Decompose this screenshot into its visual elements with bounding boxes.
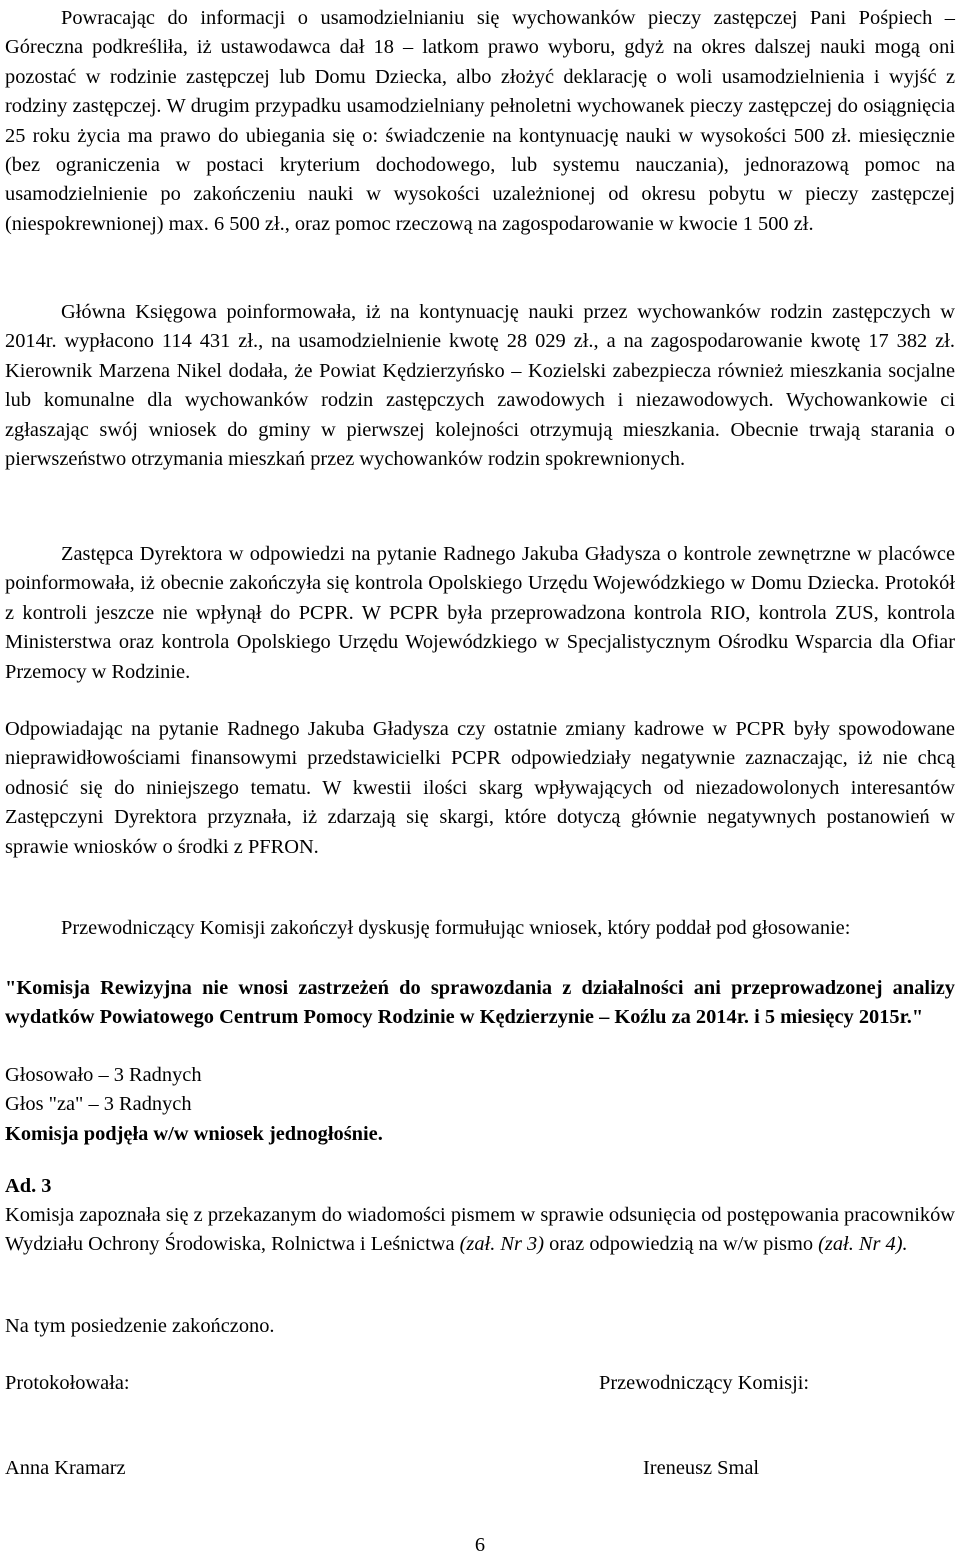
paragraph-chief-accountant	[5, 298, 955, 474]
closing-line: Na tym posiedzenie zakończono.	[5, 1315, 275, 1337]
motion-text: "Komisja Rewizyjna nie wnosi zastrzeżeń do sprawozdania z działalności ani przeprowadzonej analizy wydatków Powiatowego Centrum Pomocy Rodzinie w Kędzierzynie – Koźlu za 2014r. i 5 miesięcy 2015r."	[5, 977, 955, 1029]
vote-count: Głosowało – 3 Radnych	[5, 1064, 202, 1086]
paragraph-ad3	[5, 1201, 955, 1260]
vote-for: Głos "za" – 3 Radnych	[5, 1093, 192, 1115]
paragraph-text: Główna Księgowa poinformowała, iż na kontynuację nauki przez wychowanków rodzin zastępczych w 2014r. wypłacono 114 431 zł., na usamodzielnienie kwotę 28 029 zł., a na zagospodarowanie kwotę 17 382 zł. Kierownik Marzena Nikel dodała, że Powiat Kędzierzyńsko – Kozielski zabezpiecza również mieszkania socjalne lub komunalne dla wychowanków rodzin zastępczych zawodowych i niezawodowych. Wychowankowie ci zgłaszając swój wniosek do gminy w pierwszej kolejności otrzymują mieszkania. Obecnie trwają starania o pierwszeństwo otrzymania mieszkań przez wychowanków rodzin spokrewnionych.	[5, 301, 955, 471]
paragraph-text: Zastępca Dyrektora w odpowiedzi na pytanie Radnego Jakuba Gładysza o kontrole zewnętrzne w placówce poinformowała, iż obecnie zakończyła się kontrola Opolskiego Urzędu Wojewódzkiego w Domu Dziecka. Protokół z kontroli jeszcze nie wpłynął do PCPR. W PCPR była przeprowadzona kontrola RIO, kontrola ZUS, kontrola Ministerstwa oraz kontrola Opolskiego Urzędu Wojewódzkiego w Specjalistycznym Ośrodku Wsparcia dla Ofiar Przemocy w Rodzinie.	[5, 543, 955, 683]
ad3-text-b: oraz odpowiedzią na w/w pismo	[544, 1233, 819, 1256]
paragraph-external-controls	[5, 540, 955, 687]
recorder-name: Anna Kramarz	[5, 1457, 126, 1479]
paragraph-chair-motion	[5, 914, 955, 943]
paragraph-text: Odpowiadając na pytanie Radnego Jakuba Gładysza czy ostatnie zmiany kadrowe w PCPR były spowodowane nieprawidłowościami finansowymi przedstawicielki PCPR odpowiedziały negatywnie zaznaczając, iż nie chcą odnosić się do niniejszego tematu. W kwestii ilości skarg wpływających od niezadowolonych interesantów Zastępczyni Dyrektora przyznała, iż zdarzają się skargi, które dotyczą głównie negatywnych postanowień w sprawie wniosków o środki z PFRON.	[5, 718, 955, 858]
paragraph-text: Przewodniczący Komisji zakończył dyskusję formułując wniosek, który poddał pod głosowanie:	[61, 917, 851, 939]
page-number: 6	[474, 1534, 486, 1556]
attachment-ref-3: (zał. Nr 3)	[459, 1233, 545, 1256]
paragraph-text: Powracając do informacji o usamodzielnianiu się wychowanków pieczy zastępczej Pani Pośpiech – Góreczna podkreśliła, iż ustawodawca dał 18 – latkom prawo wyboru, gdyż na okres dalszej nauki mogą oni pozostać w rodzinie zastępczej lub Domu Dziecka, albo złożyć deklarację o woli usamodzielnienia i wyjść z rodziny zastępczej. W drugim przypadku usamodzielniany pełnoletni wychowanek pieczy zastępczej do osiągnięcia 25 roku życia ma prawo do ubiegania się o: świadczenie na kontynuację nauki w wysokości 500 zł. miesięcznie (bez ograniczenia w postaci kryterium dochodowego, lub systemu nauczania), jednorazową pomoc na usamodzielnienie po zakończeniu nauki w wysokości uzależnionej od okresu pobytu w pieczy zastępczej (niespokrewnionej) max. 6 500 zł., oraz pomoc rzeczową na zagospodarowanie w kwocie 1 500 zł.	[5, 7, 955, 235]
paragraph-staff-changes	[5, 715, 955, 862]
chair-name: Ireneusz Smal	[643, 1457, 760, 1479]
ad3-text-a: Komisja zapoznała się z przekazanym do wiadomości pismem w sprawie odsunięcia od postępowania pracowników Wydziału Ochrony Środowiska, Rolnictwa i Leśnictwa	[5, 1204, 955, 1256]
paragraph-independence-info	[5, 4, 955, 239]
section-heading-ad3: Ad. 3	[5, 1175, 52, 1197]
recorder-label: Protokołowała:	[5, 1372, 130, 1394]
attachment-ref-4: (zał. Nr 4).	[818, 1233, 908, 1256]
chair-label: Przewodniczący Komisji:	[599, 1372, 810, 1394]
decision-text: Komisja podjęła w/w wniosek jednogłośnie.	[5, 1123, 383, 1145]
